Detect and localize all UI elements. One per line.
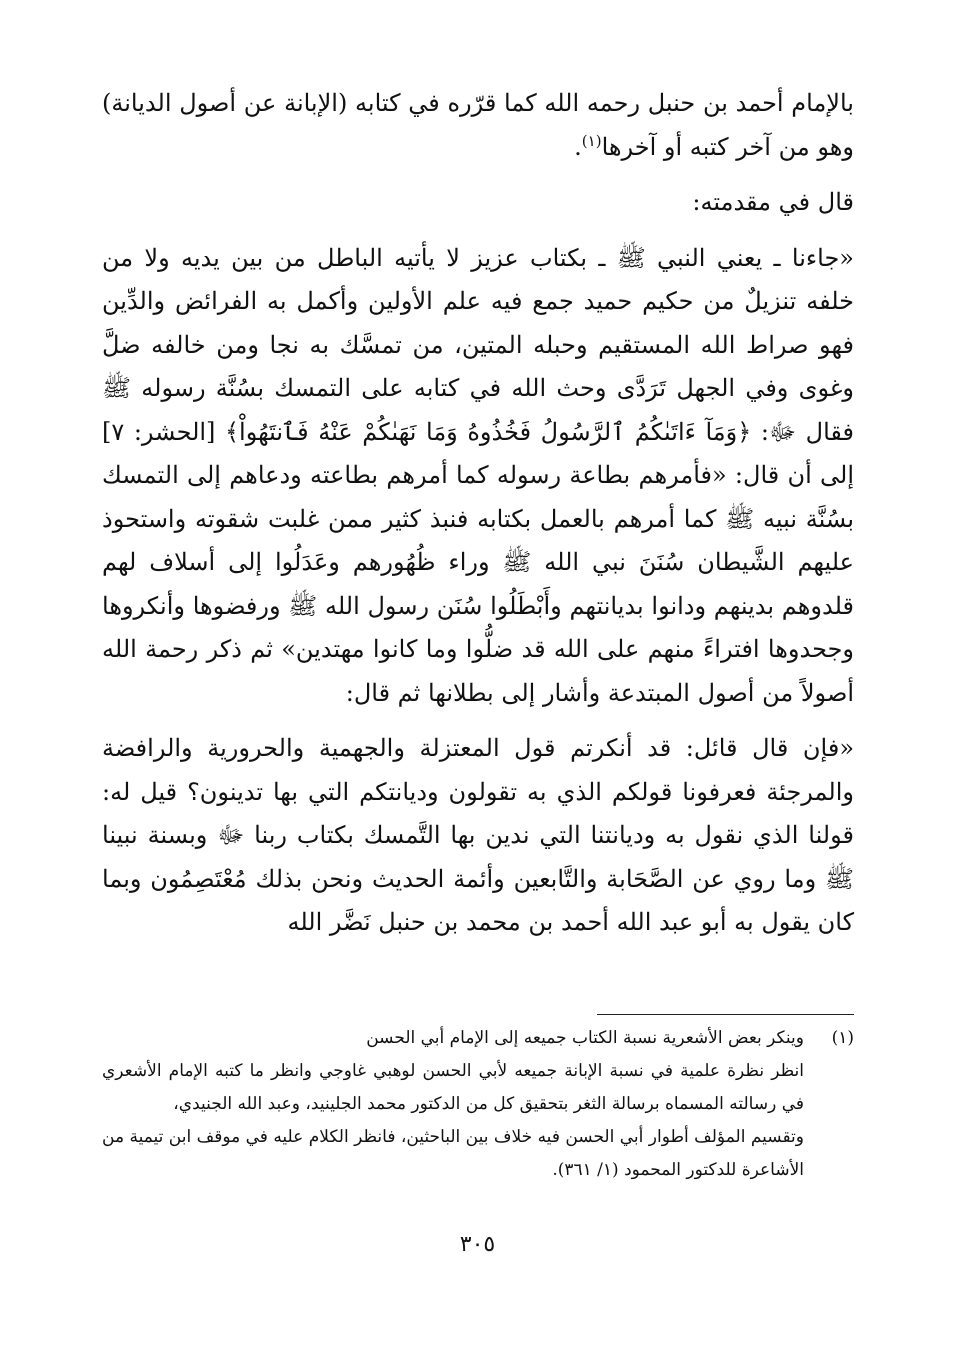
main-text [102,82,854,945]
footnote-text [102,1022,804,1187]
footnote [102,1022,854,1187]
footnote-line-3: وتقسيم المؤلف أطوار أبي الحسن فيه خلاف بين الباحثين، فانظر الكلام عليه في موقف ابن تيمية من الأشاعرة للدكتور المحمود (١/ ٣٦١). [102,1127,804,1180]
paragraph-3: «جاءنا ـ يعني النبي ﷺ ـ بكتاب عزيز لا يأتيه الباطل من بين يديه ولا من خلفه تنزيلٌ من حكيم حميد جمع فيه علم الأولين وأكمل به الفرائض والدِّين فهو صراط الله المستقيم وحبله المتين، من تمسَّك به نجا ومن خالفه ضلَّ وغوى وفي الجهل تَرَدَّى وحث الله في كتابه على التمسك بسُنَّة رسوله ﷺ فقال ﷻ: ﴿وَمَآ ءَاتَىٰكُمُ ٱلرَّسُولُ فَخُذُوهُ وَمَا نَهَىٰكُمْ عَنْهُ فَٱنتَهُواْ﴾ [الحشر: ٧] إلى أن قال: «فأمرهم بطاعة رسوله كما أمرهم بطاعته ودعاهم إلى التمسك بسُنَّة نبيه ﷺ كما أمرهم بالعمل بكتابه فنبذ كثير ممن غلبت شقوته واستحوذ عليهم الشَّيطان سُنَنَ نبي الله ﷺ وراء ظُهُورهم وعَدَلُوا إلى أسلاف لهم قلدوهم بدينهم ودانوا بديانتهم وأَبْطَلُوا سُنَن رسول الله ﷺ ورفضوها وأنكروها وجحدوها افتراءً منهم على الله قد ضلُّوا وما كانوا مهتدين» ثم ذكر رحمة الله أصولاً من أصول المبتدعة وأشار إلى بطلانها ثم قال: [102,243,854,707]
paragraph-4: «فإن قال قائل: قد أنكرتم قول المعتزلة والجهمية والحرورية والرافضة والمرجئة فعرفونا قولكم الذي به تقولون وديانتكم التي بها تدينون؟ قيل له: قولنا الذي نقول به وديانتنا التي ندين بها التَّمسك بكتاب ربنا ﷻ وبسنة نبينا ﷺ وما روي عن الصَّحَابة والتَّابعين وأئمة الحديث ونحن بذلك مُعْتَصِمُون وبما كان يقول به أبو عبد الله أحمد بن محمد بن حنبل نَضَّر الله [102,734,854,936]
footnote-number: (١) [831,1028,854,1048]
paragraph-1-end: . [574,132,582,161]
paragraph-2: قال في مقدمته: [692,188,854,216]
page-number: ٣٠٥ [459,1232,496,1257]
paragraph-1 [102,82,854,169]
footnote-divider [597,1014,854,1015]
footnote-line-2: انظر نظرة علمية في نسبة الإبانة جميعه لأبي الحسن لوهبي غاوجي وانظر ما كتبه الإمام الأشعري في رسالته المسماه برسالة الثغر بتحقيق كل من الدكتور محمد الجلينيد، وعبد الله الجنيدي، [102,1061,804,1114]
footnote-reference: (١) [581,131,602,150]
footnote-row [102,1022,854,1187]
footnote-line-1: وينكر بعض الأشعرية نسبة الكتاب جميعه إلى الإمام أبي الحسن [366,1028,804,1048]
paragraph-1-text: بالإمام أحمد بن حنبل رحمه الله كما قرّره في كتابه (الإبانة عن أصول الديانة) وهو من آخر كتبه أو آخرها [102,89,854,161]
